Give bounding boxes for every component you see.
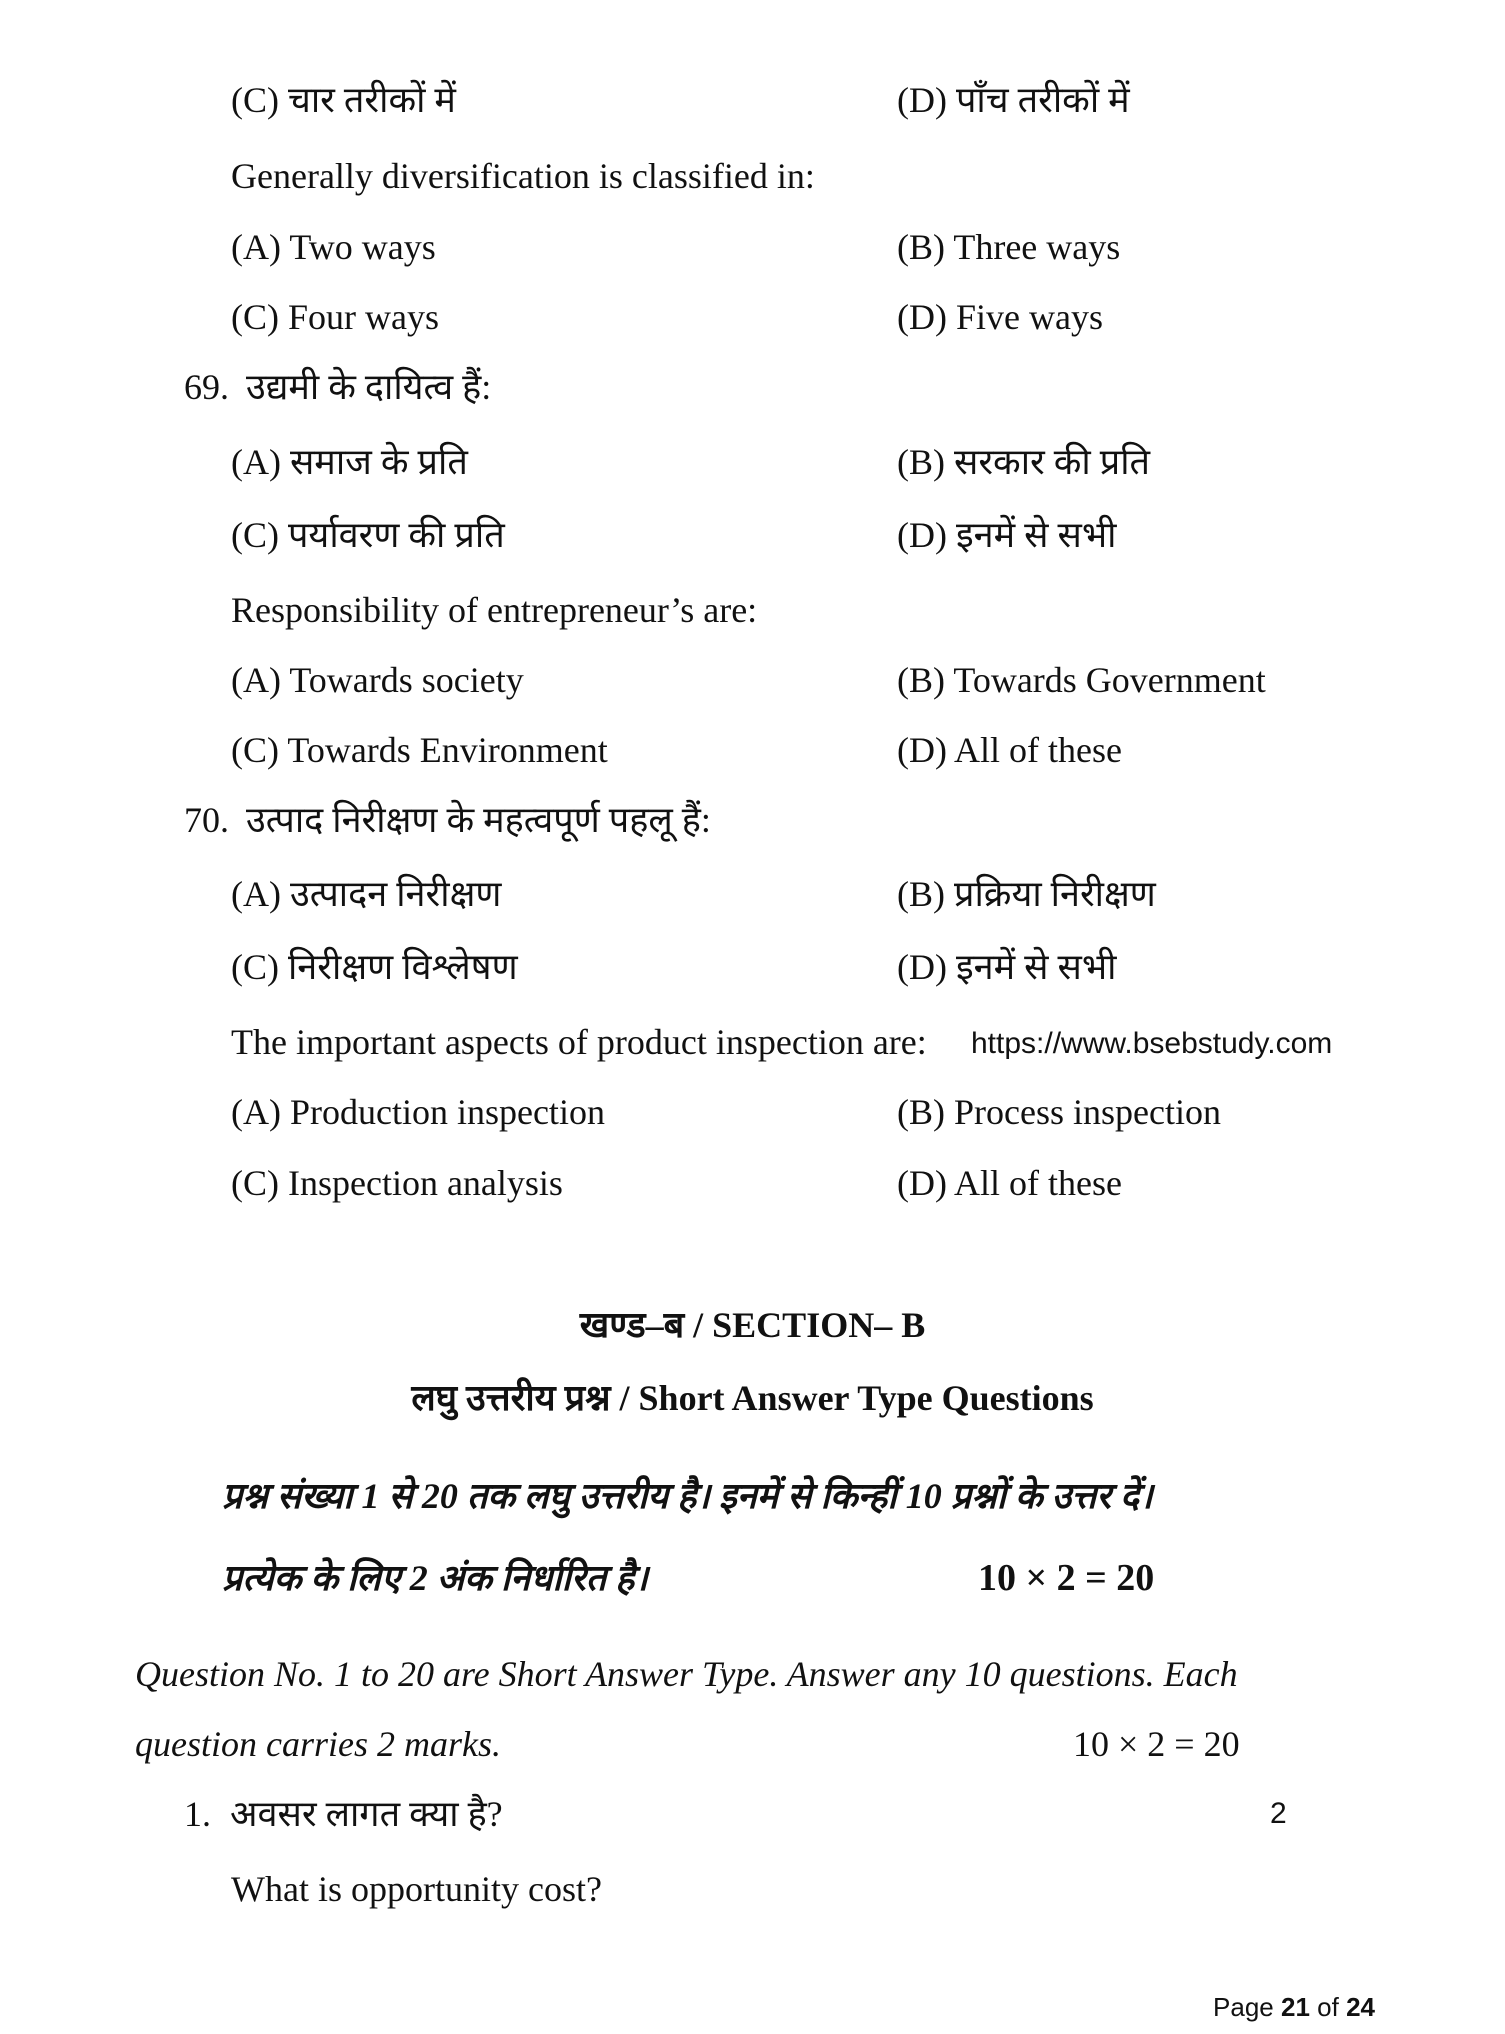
section-b-subheading: लघु उत्तरीय प्रश्न / Short Answer Type Questions xyxy=(411,1378,1094,1418)
english-marks-formula: 10 × 2 = 20 xyxy=(1073,1724,1240,1764)
q69-english-option-d: (D) All of these xyxy=(897,730,1122,770)
q68-hindi-option-d: (D) पाँच तरीकों में xyxy=(897,80,1130,120)
watermark-url: https://www.bsebstudy.com xyxy=(971,1027,1333,1060)
page-number xyxy=(1213,1990,1375,2024)
page-current: 21 xyxy=(1281,1992,1310,2022)
q69-english-option-c: (C) Towards Environment xyxy=(231,730,608,770)
q70-english-option-c: (C) Inspection analysis xyxy=(231,1163,563,1203)
q68-english-option-b: (B) Three ways xyxy=(897,227,1121,267)
q70-hindi-option-a: (A) उत्पादन निरीक्षण xyxy=(231,874,502,914)
english-instruction-line-2: question carries 2 marks. xyxy=(135,1724,501,1764)
q68-hindi-option-c: (C) चार तरीकों में xyxy=(231,80,456,120)
section-b-heading: खण्ड–ब / SECTION– B xyxy=(579,1305,926,1345)
q69-english-stem: Responsibility of entrepreneur’s are: xyxy=(231,590,758,630)
q68-english-stem: Generally diversification is classified in: xyxy=(231,156,815,196)
q69-english-option-b: (B) Towards Government xyxy=(897,660,1266,700)
hindi-instruction-line-2: प्रत्येक के लिए 2 अंक निर्धारित है। xyxy=(222,1558,648,1598)
q70-english-option-d: (D) All of these xyxy=(897,1163,1122,1203)
english-instruction-line-1: Question No. 1 to 20 are Short Answer Type. Answer any 10 questions. Each xyxy=(135,1654,1238,1694)
hindi-marks-formula: 10 × 2 = 20 xyxy=(978,1557,1155,1599)
q1-marks: 2 xyxy=(1270,1797,1287,1830)
q69-hindi-option-a: (A) समाज के प्रति xyxy=(231,442,468,482)
q70-number: 70. xyxy=(184,800,229,840)
page-of: of xyxy=(1317,1992,1339,2022)
q70-hindi-option-d: (D) इनमें से सभी xyxy=(897,947,1117,987)
q69-hindi-stem: उद्यमी के दायित्व हैं: xyxy=(246,367,492,407)
q70-english-stem: The important aspects of product inspection are: xyxy=(231,1022,927,1062)
q68-english-option-a: (A) Two ways xyxy=(231,227,436,267)
page-total: 24 xyxy=(1346,1992,1375,2022)
q1-hindi-stem: अवसर लागत क्या है? xyxy=(230,1794,503,1834)
q70-hindi-option-b: (B) प्रक्रिया निरीक्षण xyxy=(897,874,1156,914)
hindi-instruction-line-1: प्रश्न संख्या 1 से 20 तक लघु उत्तरीय है। इनमें से किन्हीं 10 प्रश्नों के उत्तर दें। xyxy=(222,1476,1153,1516)
q69-hindi-option-b: (B) सरकार की प्रति xyxy=(897,442,1151,482)
q1-number: 1. xyxy=(184,1794,211,1834)
q69-hindi-option-c: (C) पर्यावरण की प्रति xyxy=(231,515,505,555)
q70-hindi-stem: उत्पाद निरीक्षण के महत्वपूर्ण पहलू हैं: xyxy=(246,800,711,840)
q68-english-option-c: (C) Four ways xyxy=(231,297,439,337)
q69-hindi-option-d: (D) इनमें से सभी xyxy=(897,515,1117,555)
q70-english-option-b: (B) Process inspection xyxy=(897,1092,1221,1132)
q70-english-option-a: (A) Production inspection xyxy=(231,1092,605,1132)
page-label: Page xyxy=(1213,1992,1274,2022)
q70-hindi-option-c: (C) निरीक्षण विश्लेषण xyxy=(231,947,518,987)
q1-english-stem: What is opportunity cost? xyxy=(231,1869,602,1909)
q69-english-option-a: (A) Towards society xyxy=(231,660,524,700)
q68-english-option-d: (D) Five ways xyxy=(897,297,1103,337)
q69-number: 69. xyxy=(184,367,229,407)
